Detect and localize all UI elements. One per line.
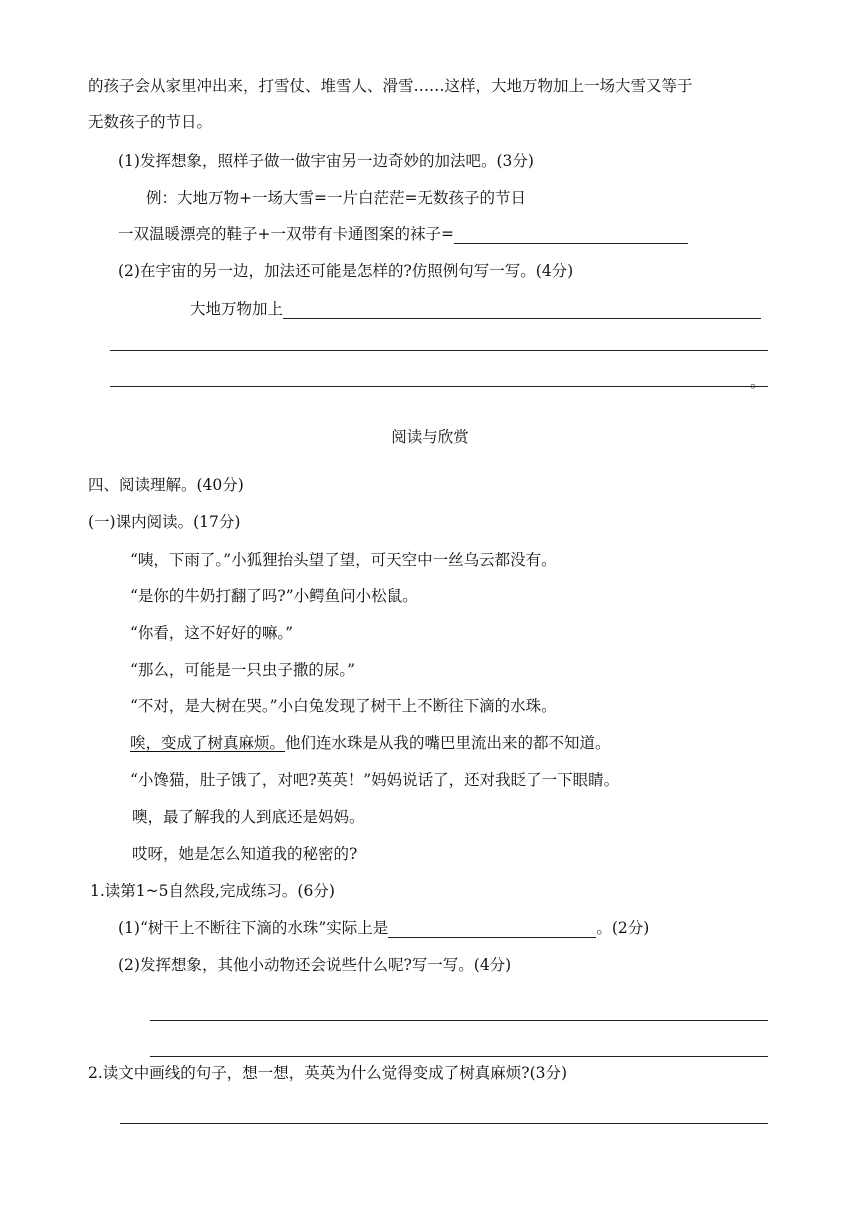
question-2-label: (2)在宇宙的另一边，加法还可能是怎样的?仿照例句写一写。(4分) [118,262,574,280]
section-title: 阅读与欣赏 [391,428,469,446]
question-1-example: 例：大地万物+一场大雪=一片白茫茫=无数孩子的节日 [146,189,526,207]
question-2-prefix: 大地万物加上 [190,300,284,318]
passage-paragraph-6-rest: 他们连水珠是从我的嘴巴里流出来的都不知道。 [285,734,611,752]
question-1-label: (1)发挥想象，照样子做一做宇宙另一边奇妙的加法吧。(3分) [118,152,534,170]
exercise-1-question-1 [118,916,649,938]
passage-paragraph-5: “不对，是大树在哭。”小白兔发现了树干上不断往下滴的水珠。 [130,697,557,715]
exercise-1-question-2: (2)发挥想象，其他小动物还会说些什么呢?写一写。(4分) [118,956,512,974]
passage-paragraph-8: 噢，最了解我的人到底还是妈妈。 [132,808,365,826]
answer-blank-q2-line3[interactable] [110,386,768,387]
exercise-1-title: 1.读第1~5自然段,完成练习。(6分) [90,882,335,900]
exercise-2-title: 2.读文中画线的句子，想一想，英英为什么觉得变成了树真麻烦?(3分) [88,1064,568,1082]
question-1-task [118,222,688,244]
answer-blank-ex1-q2-line2[interactable] [150,1056,768,1057]
passage-paragraph-2: “是你的牛奶打翻了吗?”小鳄鱼问小松鼠。 [130,587,418,605]
intro-line-1: 的孩子会从家里冲出来，打雪仗、堆雪人、滑雪……这样，大地万物加上一场大雪又等于 [88,77,693,95]
answer-blank-q2-line1[interactable] [283,301,761,319]
question-2-line [190,297,761,319]
exercise-1-question-1-prefix: (1)“树干上不断往下滴的水珠”实际上是 [118,919,389,937]
passage-paragraph-3: “你看，这不好好的嘛。” [130,624,294,642]
passage-paragraph-6 [130,731,611,753]
passage-paragraph-9: 哎呀，她是怎么知道我的秘密的? [132,845,358,863]
part-4-subtitle: (一)课内阅读。(17分) [88,513,241,531]
answer-blank-q1[interactable] [454,226,688,244]
answer-blank-ex1-q2-line1[interactable] [150,1020,768,1021]
intro-line-2: 无数孩子的节日。 [88,113,213,131]
question-2-end-mark: 。 [750,373,766,391]
exercise-1-question-1-suffix: 。(2分) [596,919,650,937]
answer-blank-q2-line2[interactable] [110,350,768,351]
question-1-task-text: 一双温暖漂亮的鞋子+一双带有卡通图案的袜子= [118,225,454,243]
passage-paragraph-4: “那么，可能是一只虫子撒的尿。” [130,661,356,679]
passage-paragraph-1: “咦，下雨了。”小狐狸抬头望了望，可天空中一丝乌云都没有。 [130,551,557,569]
part-4-title: 四、阅读理解。(40分) [88,476,244,494]
underlined-sentence: 唉，变成了树真麻烦。 [130,734,286,752]
passage-paragraph-7: “小馋猫，肚子饿了，对吧?英英！”妈妈说话了，还对我眨了一下眼睛。 [130,771,620,789]
answer-blank-ex1-q1[interactable] [388,920,596,938]
answer-blank-ex2[interactable] [120,1123,768,1124]
